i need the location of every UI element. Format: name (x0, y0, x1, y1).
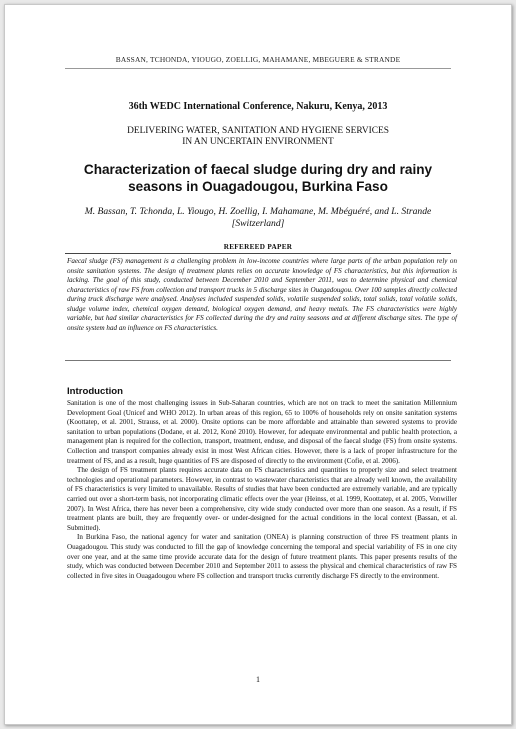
theme-line-1: DELIVERING WATER, SANITATION AND HYGIENE SERVICES (127, 126, 389, 136)
refereed-rule (65, 253, 451, 254)
conference-title: 36th WEDC International Conference, Nakuru, Kenya, 2013 (128, 101, 388, 112)
paper-title: Characterization of faecal sludge during dry and rainy seasons in Ouagadougou, Burkina Faso (83, 162, 433, 194)
paragraph: In Burkina Faso, the national agency for water and sanitation (ONEA) is planning construction of three FS treatment plants in Ouagadougou. This study was conducted to fill the gap of knowledge concerning the temporal and special variability of FS in one city over one year, and at the same time provide accurate data for the design of future treatment plants. This paper presents results of the study, which was conducted between December 2010 and September 2011 to assess the physical and chemical characteristics of raw FS collected in five sites in Ouagadougou where FS collection and transport trucks currently discharge FS directly to the environment. (67, 533, 457, 580)
paper-authors: M. Bassan, T. Tchonda, L. Yiougo, H. Zoellig, I. Mahamane, M. Mbéguéré, and L. Strande [Switzerland] (84, 206, 432, 229)
abstract: Faecal sludge (FS) management is a challenging problem in low-income countries where large parts of the urban population rely on onsite sanitation systems. The design of treatment plants relies on accurate knowledge of FS characteristics, but this information is lacking. The goal of this study, conducted between December 2010 and September 2011, was to determine physical and chemical characteristics of raw FS from collection and transport trucks in 5 discharge sites in Ouagadougou. Over 100 samples directly collected during truck discharge were analysed. Analyses included suspended solids, volatile suspended solids, total solids, total volatile solids, sludge volume index, chemical oxygen demand, biological oxygen demand, and heavy metals. The FS characteristics were highly variable, but had similar characteristics for FS collected during the dry and rainy seasons and at different discharge sites. The type of onsite system had an influence on FS characteristics. (67, 257, 457, 332)
conference-theme (5, 126, 511, 148)
paragraph: Sanitation is one of the most challenging issues in Sub-Saharan countries, which are not on track to meet the sanitation Millennium Development Goal (Unicef and WHO 2012). In urban areas of this region, 65 to 100% of households rely on onsite sanitation systems (Koottatep, et al. 2001, Strauss, et al. 2000). Onsite options can be more affordable and attainable than sewered systems to provide sanitation to urban populations (Dodane, et al. 2012, Koné 2010). However, for adequate environmental and public health protection, a management plan is required for the collection, transport, treatment, enduse, and disposal of the faecal sludge (FS) from onsite systems. Collection and transport companies already exist in most West African cities. However, there is a lack of proper infrastructure for the treatment of FS, and as a result, huge quantities of FS are disposed of directly to the environment (Cofie, et al. 2006). (67, 399, 457, 465)
header-rule (65, 68, 451, 69)
refereed-label: REFEREED PAPER (223, 243, 293, 251)
introduction-heading: Introduction (67, 386, 123, 397)
abstract-rule (65, 360, 451, 361)
theme-line-2: IN AN UNCERTAIN ENVIRONMENT (182, 137, 334, 147)
page-number: 1 (256, 675, 260, 684)
paragraph: The design of FS treatment plants requires accurate data on FS characteristics and quantities to properly size and select treatment technologies and operational parameters. However, in contrast to wastewater characteristics that are already well known, the availability of FS characteristics is very limited to unavailable. Results of studies that have been conducted are extremely variable, and are typically carried out over a short-term basis, not incorporating climatic effects over the year (Heinss, et al. 1999, Koottatep, et al. 2005, Vonwiller 2007). In West Africa, there has never been a comprehensive, city wide study conducted over more than one season. As a result, if FS treatment plants are built, they are frequently over- or under-designed for the actual conditions in the local context (Bassan, et al. Submitted). (67, 466, 457, 532)
running-header: BASSAN, TCHONDA, YIOUGO, ZOELLIG, MAHAMANE, MBEGUERE & STRANDE (115, 55, 401, 64)
document-page (4, 4, 512, 725)
introduction-body (67, 399, 457, 581)
